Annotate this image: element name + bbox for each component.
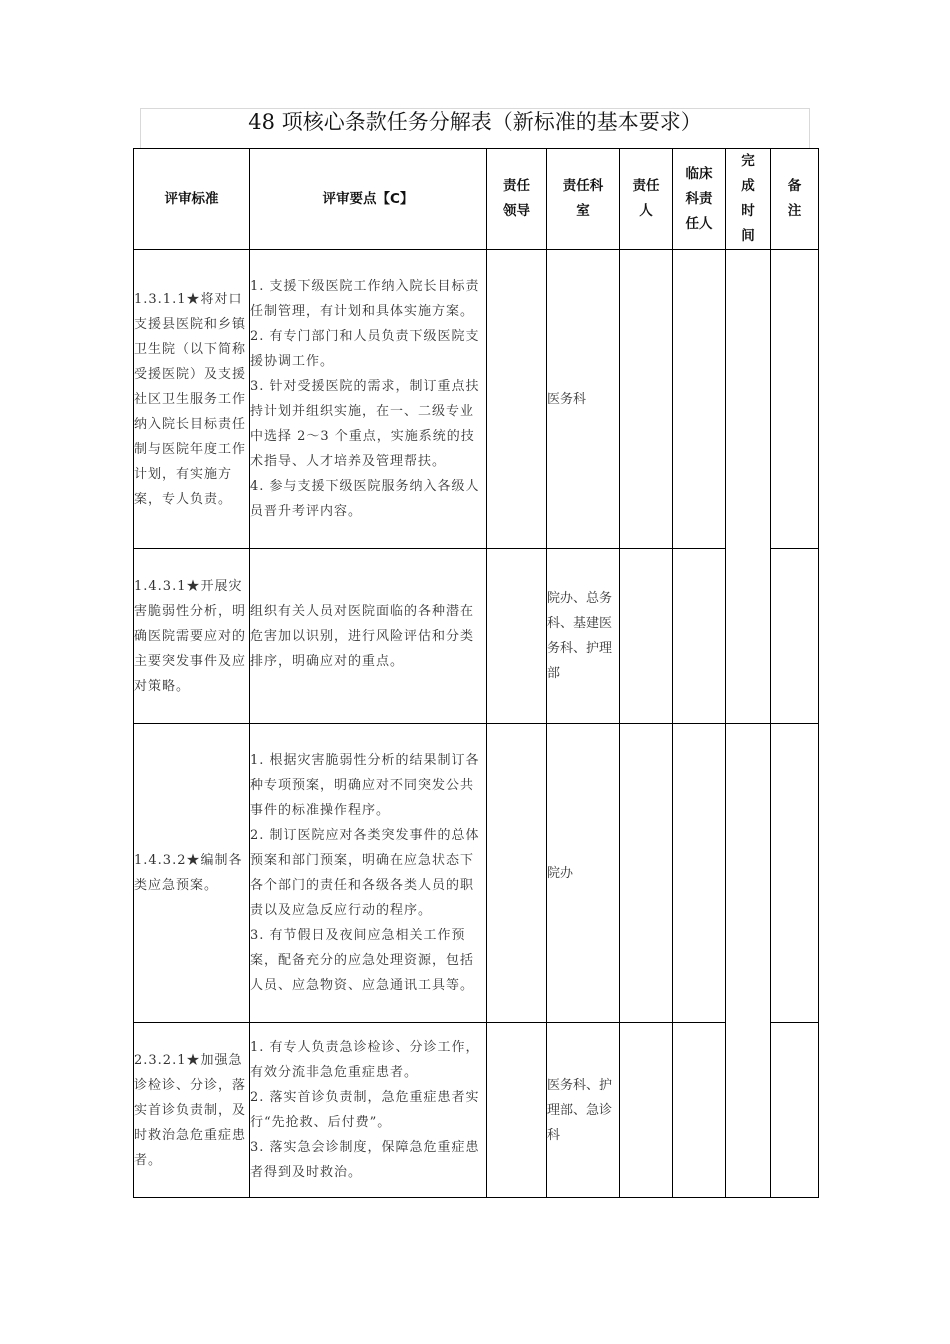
row-clinic-person-cell — [673, 549, 726, 724]
header-clinic-person: 临床 科责 任人 — [673, 149, 726, 250]
row-standard: 1.4.3.2★编制各类应急预案。 — [134, 724, 250, 1023]
row-leader-cell — [487, 549, 547, 724]
row-dept: 院办 — [547, 724, 620, 1023]
point-item: 1. 支援下级医院工作纳入院长目标责任制管理，有计划和具体实施方案。 — [250, 279, 480, 319]
task-breakdown-table — [133, 148, 819, 1198]
row-clinic-person-cell — [673, 724, 726, 1023]
row-person-cell — [620, 724, 673, 1023]
header-completion-time: 完 成 时 间 — [726, 149, 771, 250]
row-leader-cell — [487, 1023, 547, 1198]
row-note-cell — [771, 250, 819, 549]
row-standard: 2.3.2.1★加强急诊检诊、分诊，落实首诊负责制，及时救治急危重症患者。 — [134, 1023, 250, 1198]
header-row — [134, 149, 819, 250]
row-person-cell — [620, 549, 673, 724]
point-item: 2. 有专门部门和人员负责下级医院支援协调工作。 — [250, 329, 480, 369]
row-clinic-person-cell — [673, 250, 726, 549]
row-leader-cell — [487, 724, 547, 1023]
point-item: 组织有关人员对医院面临的各种潜在危害加以识别，进行风险评估和分类排序，明确应对的重点。 — [250, 603, 475, 669]
point-item: 1. 有专人负责急诊检诊、分诊工作，有效分流非急危重症患者。 — [250, 1040, 480, 1080]
point-item: 3. 针对受援医院的需求，制订重点扶持计划并组织实施，在一、二级专业中选择 2～3 个重点，实施系统的技术指导、人才培养及管理帮扶。 — [250, 379, 480, 469]
row-completion-time-cell — [726, 724, 771, 1198]
point-item: 1. 根据灾害脆弱性分析的结果制订各种专项预案，明确应对不同突发公共事件的标准操作程序。 — [250, 753, 480, 818]
table-row — [134, 250, 819, 549]
table-row — [134, 724, 819, 1023]
row-note-cell — [771, 549, 819, 724]
header-note: 备 注 — [771, 149, 819, 250]
row-dept: 院办、总务科、基建医务科、护理部 — [547, 549, 620, 724]
point-item: 4. 参与支援下级医院服务纳入各级人员晋升考评内容。 — [250, 479, 480, 519]
header-points: 评审要点【C】 — [250, 149, 487, 250]
row-note-cell — [771, 1023, 819, 1198]
header-leader: 责任 领导 — [487, 149, 547, 250]
table-row — [134, 1023, 819, 1198]
row-note-cell — [771, 724, 819, 1023]
header-person: 责任 人 — [620, 149, 673, 250]
row-clinic-person-cell — [673, 1023, 726, 1198]
point-item: 2. 落实首诊负责制，急危重症患者实行“先抢救、后付费”。 — [250, 1090, 480, 1130]
row-points — [250, 250, 487, 549]
header-standard: 评审标准 — [134, 149, 250, 250]
row-completion-time-cell — [726, 250, 771, 724]
point-item: 3. 落实急会诊制度，保障急危重症患者得到及时救治。 — [250, 1140, 480, 1180]
row-points — [250, 1023, 487, 1198]
page-title: 48 项核心条款任务分解表（新标准的基本要求） — [248, 110, 702, 134]
row-dept: 医务科、护理部、急诊科 — [547, 1023, 620, 1198]
row-points — [250, 549, 487, 724]
row-standard: 1.4.3.1★开展灾害脆弱性分析，明确医院需要应对的主要突发事件及应对策略。 — [134, 549, 250, 724]
row-leader-cell — [487, 250, 547, 549]
point-item: 2. 制订医院应对各类突发事件的总体预案和部门预案，明确在应急状态下各个部门的责任和各级各类人员的职责以及应急反应行动的程序。 — [250, 828, 480, 918]
table-row — [134, 549, 819, 724]
row-points — [250, 724, 487, 1023]
header-dept: 责任科 室 — [547, 149, 620, 250]
row-person-cell — [620, 250, 673, 549]
row-dept: 医务科 — [547, 250, 620, 549]
point-item: 3. 有节假日及夜间应急相关工作预案，配备充分的应急处理资源，包括人员、应急物资、应急通讯工具等。 — [250, 928, 475, 993]
row-person-cell — [620, 1023, 673, 1198]
row-standard: 1.3.1.1★将对口支援县医院和乡镇卫生院（以下简称受援医院）及支援社区卫生服务工作纳入院长目标责任制与医院年度工作计划，有实施方案，专人负责。 — [134, 250, 250, 549]
